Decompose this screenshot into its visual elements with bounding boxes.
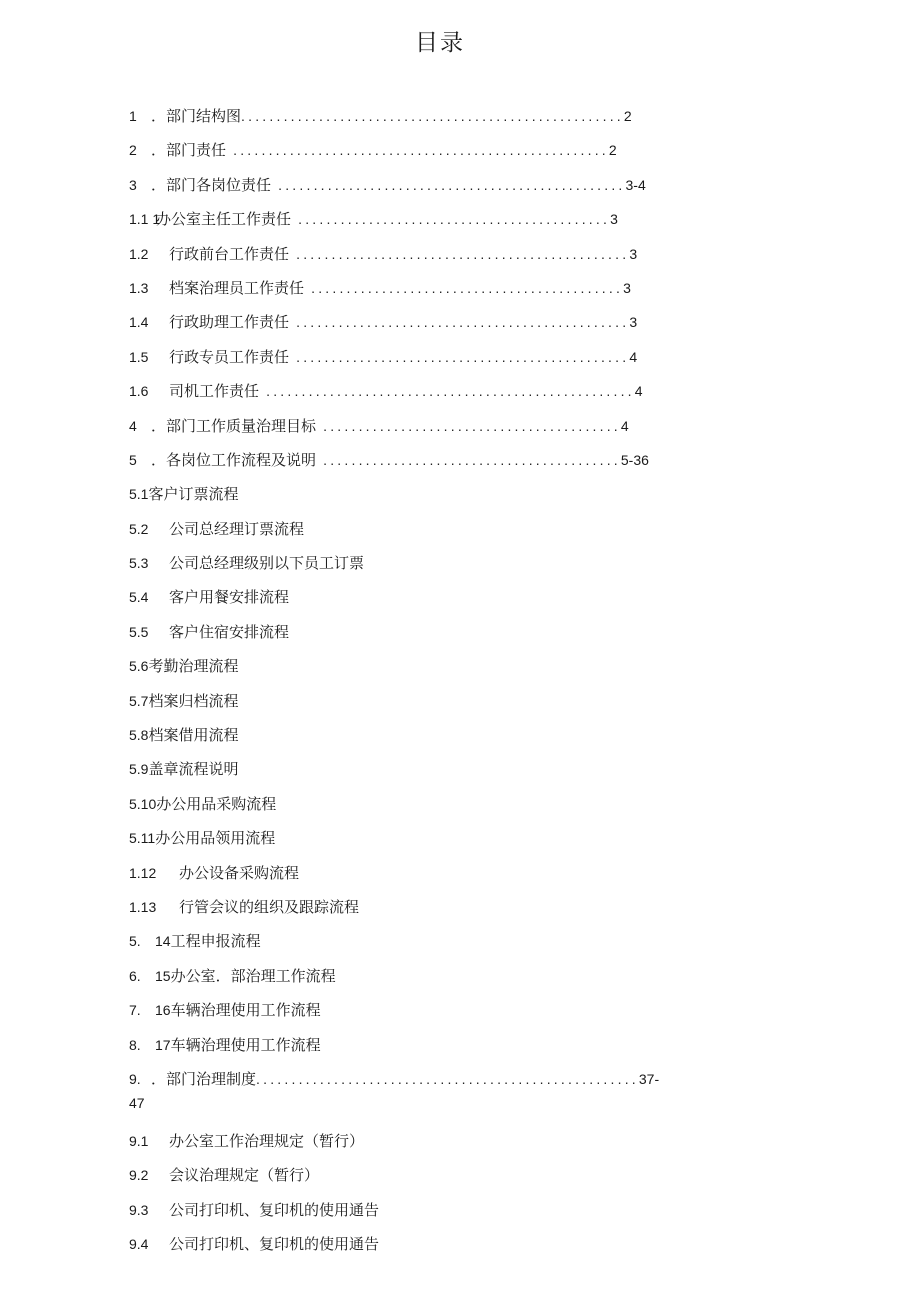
toc-label: 盖章流程说明: [148, 760, 239, 779]
toc-entry[interactable]: [129, 446, 769, 480]
toc-label: 办公室．部治理工作流程: [170, 966, 336, 985]
toc-separator: ．: [151, 175, 167, 194]
toc-number: 9.4: [129, 1236, 149, 1253]
toc-entry[interactable]: [129, 240, 769, 274]
toc-number: 1.12: [129, 864, 157, 881]
toc-entry[interactable]: [129, 308, 769, 342]
toc-number: 7.: [129, 1002, 141, 1019]
toc-page: 3: [629, 245, 638, 262]
toc-page-continued: 47: [129, 1094, 145, 1111]
toc-number: 5.2: [129, 520, 149, 537]
toc-entry[interactable]: [129, 171, 769, 205]
toc-entry[interactable]: [129, 962, 769, 996]
toc-separator: ．: [151, 107, 167, 125]
toc-entry[interactable]: [129, 205, 769, 239]
toc-label: 公司总经理订票流程: [169, 519, 305, 538]
toc-label: 办公用品采购流程: [156, 794, 277, 813]
toc-entry[interactable]: [129, 1127, 769, 1161]
toc-label: 档案归档流程: [148, 691, 239, 710]
toc-page: 5-36: [620, 451, 649, 468]
toc-entry[interactable]: [129, 136, 769, 170]
toc-number: 1.5: [129, 348, 149, 365]
toc-number: 5.9: [129, 761, 149, 778]
toc-label: 办公用品领用流程: [155, 829, 276, 848]
toc-entry[interactable]: [129, 515, 769, 549]
toc-leader: ....................................................: [259, 383, 635, 400]
toc-entry[interactable]: [129, 1196, 769, 1230]
toc-label: 办公设备采购流程: [179, 863, 300, 882]
toc-number: 9.: [129, 1070, 141, 1087]
toc-number: 5.3: [129, 555, 149, 572]
toc-number: 5.10: [129, 795, 157, 812]
toc-page: 2: [608, 142, 617, 159]
toc-subnumber: 15: [155, 967, 171, 984]
toc-number: 4: [129, 417, 137, 434]
toc-entry[interactable]: [129, 1230, 769, 1264]
toc-label: 部门各岗位责任: [166, 175, 272, 194]
toc-label: 各岗位工作流程及说明: [166, 450, 317, 469]
toc-leader: ..........................................: [316, 417, 621, 434]
toc-page: 3: [610, 211, 618, 228]
toc-entry[interactable]: [129, 583, 769, 617]
toc-label: 行管会议的组织及跟踪流程: [179, 897, 360, 916]
toc-entry[interactable]: [129, 377, 769, 411]
toc-entry[interactable]: [129, 859, 769, 893]
toc-page: 4: [629, 348, 638, 365]
toc-label: 部门结构图: [166, 107, 242, 125]
toc-leader: ............................................: [291, 211, 611, 228]
toc-subnumber: 17: [155, 1036, 171, 1053]
toc-number: 1.6: [129, 383, 149, 400]
toc-number: 5.1: [129, 486, 149, 503]
toc-number: 5.: [129, 933, 141, 950]
toc-leader: ......................................................: [241, 108, 624, 124]
toc-page: 2: [623, 108, 632, 124]
toc-entry[interactable]: [129, 343, 769, 377]
toc-page: 4: [620, 417, 629, 434]
toc-number: 3: [129, 176, 137, 193]
toc-label: 档案借用流程: [148, 726, 239, 745]
toc-page: 37-: [638, 1070, 660, 1087]
toc-label: 行政助理工作责任: [169, 313, 290, 332]
toc-label: 客户订票流程: [148, 485, 239, 504]
toc-label: 公司总经理级别以下员工订票: [169, 554, 365, 573]
toc-page: 3: [629, 314, 638, 331]
toc-number: 1.1 1: [129, 211, 161, 228]
toc-entry[interactable]: [129, 824, 769, 858]
toc-entry[interactable]: [129, 721, 769, 755]
toc-number: 8.: [129, 1036, 141, 1053]
toc-entry[interactable]: [129, 480, 769, 514]
toc-label: 办公室工作治理规定（暂行）: [169, 1131, 365, 1150]
toc-label: 客户用餐安排流程: [169, 588, 290, 607]
toc-number: 5.11: [129, 830, 156, 847]
page-title: 目录: [415, 30, 465, 56]
toc-number: 5.6: [129, 658, 149, 675]
toc-leader: .................................................: [271, 176, 626, 193]
toc-separator: ．: [151, 416, 167, 435]
toc-entry[interactable]: [129, 687, 769, 721]
toc-page: 4: [634, 383, 643, 400]
toc-label: 会议治理规定（暂行）: [169, 1166, 320, 1185]
toc-entry[interactable]: [129, 102, 769, 136]
toc-leader: .....................................................: [226, 142, 609, 159]
toc-label: 部门责任: [166, 141, 227, 160]
toc-number: 1.4: [129, 314, 149, 331]
toc-label: 部门工作质量治理目标: [166, 416, 317, 435]
toc-number: 9.2: [129, 1167, 149, 1184]
toc-label: 工程申报流程: [170, 932, 261, 951]
toc-number: 5.5: [129, 623, 149, 640]
toc-entry[interactable]: [129, 1065, 769, 1127]
toc-number: 1: [129, 108, 137, 124]
toc-label: 公司打印机、复印机的使用通告: [169, 1235, 380, 1254]
toc-label: 档案治理员工作责任: [169, 278, 305, 297]
toc-label: 客户住宿安排流程: [169, 622, 290, 641]
toc-entry[interactable]: [129, 927, 769, 961]
toc-leader: ...............................................: [289, 314, 630, 331]
toc-label: 车辆治理使用工作流程: [170, 1001, 321, 1020]
toc-subnumber: 16: [155, 1002, 171, 1019]
toc-separator: ．: [151, 1069, 167, 1088]
toc-entry[interactable]: [129, 790, 769, 824]
toc-number: 1.3: [129, 279, 149, 296]
toc-entry[interactable]: [129, 1161, 769, 1195]
toc-leader: ......................................................: [256, 1070, 639, 1087]
toc-entry[interactable]: [129, 996, 769, 1030]
toc-entry[interactable]: [129, 412, 769, 446]
toc-page: 3-4: [625, 176, 646, 193]
toc-label: 公司打印机、复印机的使用通告: [169, 1200, 380, 1219]
toc-label: 部门治理制度: [166, 1069, 257, 1088]
toc-entry[interactable]: [129, 274, 769, 308]
toc-leader: ...............................................: [289, 348, 630, 365]
toc-number: 2: [129, 142, 137, 159]
toc-number: 5.4: [129, 589, 149, 606]
toc-label: 考勤治理流程: [148, 657, 239, 676]
toc-number: 5.7: [129, 692, 149, 709]
toc-subnumber: 14: [155, 933, 171, 950]
toc-leader: ............................................: [304, 279, 624, 296]
toc-entry[interactable]: [129, 549, 769, 583]
toc-label: 司机工作责任: [169, 382, 260, 401]
toc-separator: ．: [151, 450, 167, 469]
toc-label: 车辆治理使用工作流程: [170, 1035, 321, 1054]
toc-label: 行政前台工作责任: [169, 244, 290, 263]
toc-entry[interactable]: [129, 1031, 769, 1065]
toc-number: 9.1: [129, 1132, 149, 1149]
toc-number: 9.3: [129, 1201, 149, 1218]
toc-page: 3: [623, 279, 631, 296]
toc-number: 1.2: [129, 245, 149, 262]
toc-number: 1.13: [129, 898, 157, 915]
toc-entry[interactable]: [129, 755, 769, 789]
toc-entry[interactable]: [129, 618, 769, 652]
toc-entry[interactable]: [129, 652, 769, 686]
toc-label: 办公室主任工作责任: [156, 210, 292, 229]
toc-number: 5: [129, 451, 137, 468]
toc-entry[interactable]: [129, 893, 769, 927]
toc-number: 6.: [129, 967, 141, 984]
toc-label: 行政专员工作责任: [169, 347, 290, 366]
table-of-contents: [129, 102, 769, 1265]
toc-leader: ..........................................: [316, 451, 621, 468]
toc-number: 5.8: [129, 727, 149, 744]
toc-separator: ．: [151, 141, 167, 160]
toc-leader: ...............................................: [289, 245, 630, 262]
